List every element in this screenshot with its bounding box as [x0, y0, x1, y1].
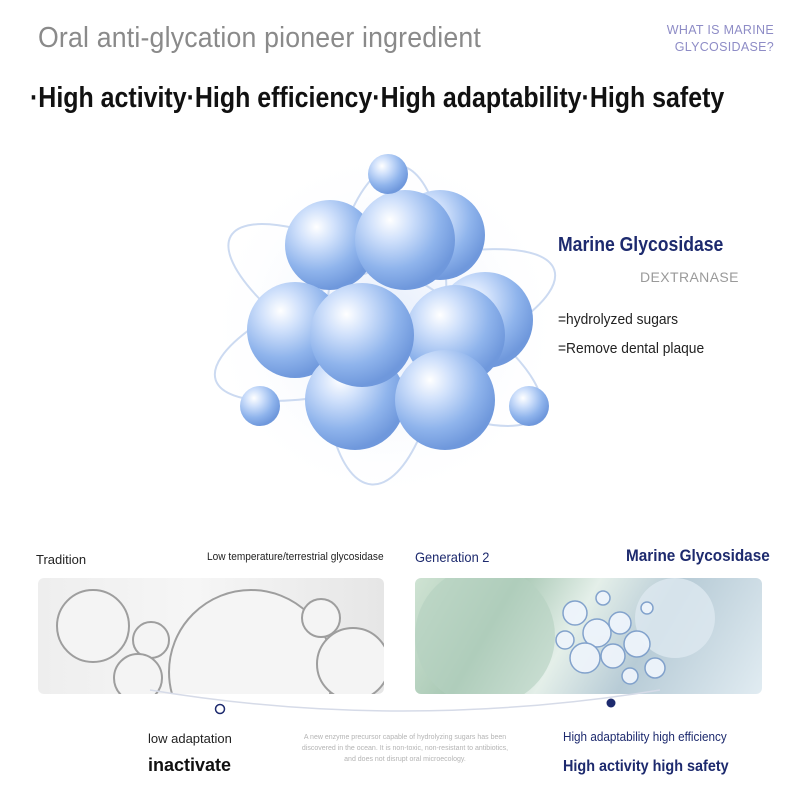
marine-bubbles-image	[415, 578, 762, 694]
electron-right	[509, 386, 549, 426]
right-marker-dot	[607, 699, 616, 708]
tradition-trait-small: low adaptation	[148, 731, 232, 746]
tradition-bubbles-art	[38, 578, 384, 694]
footnote-line: A new enzyme precursor capable of hydrolyzing sugars has been	[303, 734, 507, 741]
molecule-illustration	[200, 140, 570, 510]
benefit-item: =Remove dental plaque	[558, 340, 705, 357]
corner-question-line1: WHAT IS MARINE	[666, 23, 774, 37]
generation-label: Generation 2	[415, 549, 490, 565]
tradition-label: Tradition	[36, 552, 87, 567]
tradition-trait-large: inactivate	[148, 755, 232, 775]
generation-product-name: Marine Glycosidase	[626, 546, 770, 565]
footnote-line: discovered in the ocean. It is non-toxic, non-resistant to antibiotics,	[301, 745, 509, 752]
electron-top	[368, 154, 408, 194]
product-name: Marine Glycosidase	[558, 234, 724, 256]
benefit-item: =hydrolyzed sugars	[558, 311, 679, 328]
tradition-bubbles-image	[38, 578, 384, 694]
marine-trait-small: High adaptability high efficiency	[563, 729, 727, 744]
tradition-description: Low temperature/terrestrial glycosidase	[207, 551, 384, 563]
headline: Oral anti-glycation pioneer ingredient	[38, 22, 482, 54]
footnote-line: and does not disrupt oral microecology.	[344, 756, 466, 763]
corner-question-line2: GLYCOSIDASE?	[674, 40, 774, 54]
corner-question	[604, 22, 774, 56]
marine-bubbles-art	[415, 578, 762, 694]
electron-left	[240, 386, 280, 426]
left-marker-dot	[216, 705, 225, 714]
product-subtitle: DEXTRANASE	[640, 269, 739, 285]
marine-trait-large: High activity high safety	[563, 758, 729, 775]
feature-list: ·High activity·High efficiency·High adaptability·High safety	[30, 82, 725, 114]
footnote	[285, 732, 525, 765]
